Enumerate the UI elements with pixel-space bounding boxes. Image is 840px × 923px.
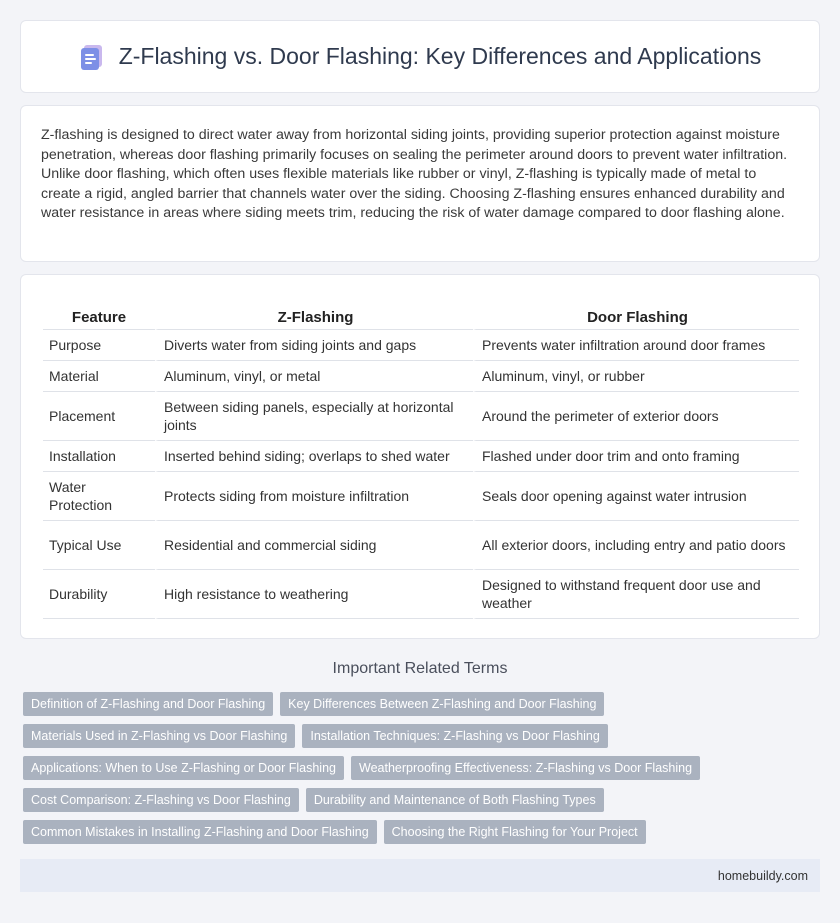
header-door-flashing: Door Flashing xyxy=(473,303,799,330)
page-title: Z-Flashing vs. Door Flashing: Key Differences and Applications xyxy=(118,43,762,69)
cell-door-flashing: Prevents water infiltration around door frames xyxy=(473,330,799,361)
header-feature: Feature xyxy=(43,303,155,330)
cell-feature: Typical Use xyxy=(43,521,155,570)
table-header-row xyxy=(43,303,799,330)
document-icon xyxy=(79,44,105,70)
cell-door-flashing: All exterior doors, including entry and patio doors xyxy=(473,521,799,570)
cell-feature: Water Protection xyxy=(43,472,155,521)
cell-z-flashing: Protects siding from moisture infiltration xyxy=(155,472,473,521)
cell-feature: Durability xyxy=(43,570,155,619)
cell-z-flashing: Between siding panels, especially at horizontal joints xyxy=(155,392,473,441)
cell-z-flashing: Inserted behind siding; overlaps to shed water xyxy=(155,441,473,472)
related-term-tag[interactable]: Durability and Maintenance of Both Flashing Types xyxy=(306,788,604,812)
related-term-tag[interactable]: Choosing the Right Flashing for Your Project xyxy=(384,820,646,844)
related-term-tag[interactable]: Key Differences Between Z-Flashing and Door Flashing xyxy=(280,692,604,716)
related-term-tag[interactable]: Cost Comparison: Z-Flashing vs Door Flashing xyxy=(23,788,299,812)
title-wrap xyxy=(79,43,762,70)
comparison-table-card xyxy=(20,274,820,639)
tag-row xyxy=(23,788,823,812)
cell-door-flashing: Flashed under door trim and onto framing xyxy=(473,441,799,472)
tag-row xyxy=(23,692,823,716)
cell-door-flashing: Designed to withstand frequent door use and weather xyxy=(473,570,799,619)
table-row xyxy=(43,330,799,361)
comparison-table xyxy=(43,303,799,619)
related-term-tag[interactable]: Installation Techniques: Z-Flashing vs Door Flashing xyxy=(302,724,608,748)
cell-feature: Installation xyxy=(43,441,155,472)
table-row xyxy=(43,472,799,521)
cell-door-flashing: Seals door opening against water intrusion xyxy=(473,472,799,521)
related-term-tag[interactable]: Weatherproofing Effectiveness: Z-Flashing vs Door Flashing xyxy=(351,756,700,780)
tag-row xyxy=(23,756,823,780)
cell-z-flashing: High resistance to weathering xyxy=(155,570,473,619)
intro-text: Z-flashing is designed to direct water away from horizontal siding joints, providing superior protection against moisture penetration, whereas door flashing primarily focuses on sealing the perimeter around doors to prevent water infiltration. Unlike door flashing, which often uses flexible materials like rubber or vinyl, Z-flashing is typically made of metal to create a rigid, angled barrier that channels water over the siding. Choosing Z-flashing ensures enhanced durability and water resistance in areas where siding meets trim, reducing the risk of water damage compared to door flashing alone. xyxy=(41,127,788,222)
related-term-tag[interactable]: Applications: When to Use Z-Flashing or Door Flashing xyxy=(23,756,344,780)
cell-door-flashing: Around the perimeter of exterior doors xyxy=(473,392,799,441)
related-terms-list xyxy=(23,692,823,852)
table-row xyxy=(43,392,799,441)
footer xyxy=(20,859,820,892)
table-row xyxy=(43,441,799,472)
table-row xyxy=(43,521,799,570)
cell-z-flashing: Aluminum, vinyl, or metal xyxy=(155,361,473,392)
related-term-tag[interactable]: Materials Used in Z-Flashing vs Door Flashing xyxy=(23,724,295,748)
related-term-tag[interactable]: Common Mistakes in Installing Z-Flashing and Door Flashing xyxy=(23,820,377,844)
tag-row xyxy=(23,724,823,748)
cell-z-flashing: Residential and commercial siding xyxy=(155,521,473,570)
tag-row xyxy=(23,820,823,844)
table-row xyxy=(43,570,799,619)
cell-feature: Purpose xyxy=(43,330,155,361)
header-card xyxy=(20,20,820,93)
cell-feature: Placement xyxy=(43,392,155,441)
cell-door-flashing: Aluminum, vinyl, or rubber xyxy=(473,361,799,392)
related-term-tag[interactable]: Definition of Z-Flashing and Door Flashing xyxy=(23,692,273,716)
header-z-flashing: Z-Flashing xyxy=(155,303,473,330)
footer-site-link[interactable]: homebuildy.com xyxy=(717,868,808,883)
related-terms-title: Important Related Terms xyxy=(332,660,508,677)
cell-feature: Material xyxy=(43,361,155,392)
table-row xyxy=(43,361,799,392)
cell-z-flashing: Diverts water from siding joints and gaps xyxy=(155,330,473,361)
intro-card xyxy=(20,105,820,262)
